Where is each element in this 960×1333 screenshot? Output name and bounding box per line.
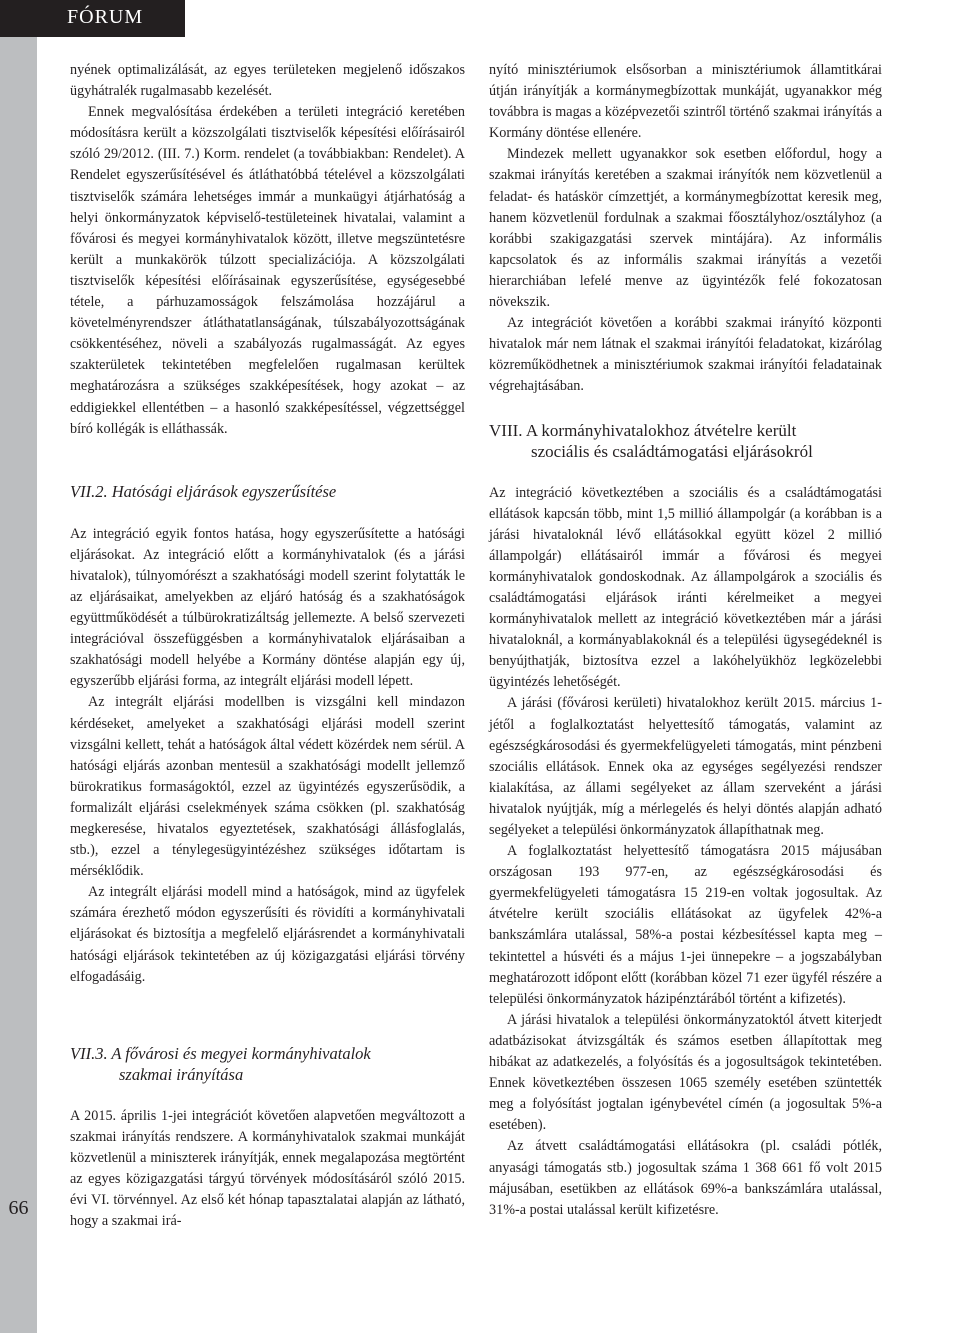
paragraph: Az integrált eljárási modellben is vizsgálni kell mindazon kérdéseket, amelyeket a szakhatósági eljárási modell szerint vizsgálni kellett, tehát a hatóságok által védett közérdek nem sérül. A hatósági eljárás azonban mentesül a szakhatósági modellt jellemző bürokratikus formaságoktól, ezzel az ügyintézés egyszerűsödik, a formalizált eljárási cselekmények száma csökken (pl. szakhatóság megkeresése, hivatalos egyeztetések, szakhatósági állásfoglalás, stb.), ezzel a ténylegesügyintézéshez szükséges időtartam is mérséklődik. — [70, 694, 465, 880]
paragraph: Az integráció egyik fontos hatása, hogy egyszerűsítette a hatósági eljárásokat. Az integráció előtt a kormányhivatalok (és a járási hivatalok), túlnyomórészt a szakhatósági modell szerint folytatták le az eljárásaikat, amelyekben az eljáró hatóság és a szakhatóságok együttműködését a túlbürokratizáltság jellemezte. A belső szervezeti integrációval összefüggésben a kormányhivatalok eljárásaiban a szakhatósági modell helyébe a Kormány döntése alapján egy új, egyszerűbb eljárási forma, az integrált eljárási modell lépett. — [70, 525, 465, 690]
spacer — [70, 1085, 465, 1106]
spacer — [489, 462, 882, 483]
paragraph: nyének optimalizálását, az egyes területeken megjelenő időszakos ügyhátralék rugalmasabb kezelését. — [70, 62, 465, 100]
paragraph: Az integrált eljárási modell mind a hatóságok, mind az ügyfelek számára érezhető módon egyszerűsíti és rövidíti a kormányhivatali eljárásokat és biztosítja a megfelelő eljárásrendet a kormányhivatali hatósági eljárások tekintetében az új közigazgatási eljárási törvény elfogadásáig. — [70, 884, 465, 985]
section-heading-vii-3 — [70, 1043, 465, 1085]
heading-line: szociális és családtámogatási eljárásokról — [531, 441, 813, 461]
spacer — [489, 398, 882, 420]
section-header-bar — [0, 0, 185, 37]
heading-line: szakmai irányítása — [119, 1064, 244, 1084]
paragraph: A foglalkoztatást helyettesítő támogatásra 2015 májusában országosan 193 977-en, az egészségkárosodási és gyermekfelügyeleti támogatásra 15 219-en voltak jogosultak. Az átvételre került szociális ellátásokat az ügyfelek 42%-a bankszámlára utalással, 58%-a postai kézbesítéssel kapta meg – tekintettel a húsvéti és a május 1-jei ünnepekre – a jogszabályban meghatározott időpont előtt (korábban közel 71 ezer ügyfél részére a települési önkormányzatok házipénztárából történt a kifizetés). — [489, 843, 882, 1007]
paragraph: A járási (fővárosi kerületi) hivatalokhoz került 2015. március 1-jétől a foglalkoztatást helyettesítő támogatás, valamint az egészségkárosodási és gyermekfelügyeleti támogatás, mint pénzbeni szociális ellátások. Ennek oka az egységes segélyezési rendszer kialakítása, az állami segélyeket az állam szerveként a járási hivatalok nyújtják, míg a mérlegelés és helyi döntés alapján adható segélyeket a települési önkormányzatok állapíthatnak meg. — [489, 695, 882, 838]
heading-line: VII.3. A fővárosi és megyei kormányhivatalok — [70, 1043, 371, 1063]
spacer — [70, 988, 465, 1043]
left-column — [70, 60, 465, 1320]
heading-line: VIII. A kormányhivatalokhoz átvételre került — [489, 420, 797, 440]
page-number: 66 — [8, 1197, 29, 1219]
paragraph: Az átvett családtámogatási ellátásokra (pl. családi pótlék, anyasági támogatás stb.) jogosultak száma 1 368 661 fő volt 2015 májusában, esetükben az ellátások 69%-a bankszámlára utalással, 31%-a postai utalással került kifizetésre. — [489, 1138, 882, 1218]
paragraph: Az integráció következtében a szociális és a családtámogatási ellátások kapcsán több, mint 1,5 millió állampolgár (a korábban is a járási hivataloknál lévő ellátásokkal együtt közel 2 millió állampolgár) ellátásairól immár a fővárosi és megyei kormányhivatalok gondoskodnak. Az állampolgárok a szociális és családtámogatási eljárások iránti kérelmeiket a megyei kormányhivatalok mellett az integráció következtében már a járási hivataloknál, a kormányablakoknál és a települési ügysegédeknél is benyújthatják, biztosítva ezzel a lakóhelyükhöz legközelebbi ügyintézés lehetőségét. — [489, 484, 882, 691]
section-heading-viii — [489, 420, 882, 462]
section-label: FÓRUM — [67, 6, 144, 28]
paragraph: nyító minisztériumok elsősorban a minisztériumok államtitkárai útján irányítják a kormánymegbízottak munkáját, ugyanakkor még továbbra is magas a középvezetői szintről történő szakmai irányítás a Kormány döntése ellenére. — [489, 62, 882, 142]
section-heading-vii-2: VII.2. Hatósági eljárások egyszerűsítése — [70, 481, 337, 501]
spacer — [70, 502, 465, 524]
paragraph: Ennek megvalósítása érdekében a területi integráció keretében módosításra került a közszolgálati tisztviselők képesítési előírásairól szóló 29/2012. (III. 7.) Korm. rendelet (a továbbiakban: Rendelet). A Rendelet egyszerűsítésével és átláthatóbbá tételével a közszolgálati tisztviselők számára lehetséges immár a munkaügyi átjárhatóság a helyi önkormányzatok képviselő-testületeinek hivatalai, valamint a fővárosi és megyei kormányhivatalok között, illetve megszüntetésre került a munkakörök túlzott specializációja. A közszolgálati tisztviselők képesítési előírásainak egyszerűsítése, egységesebbé tétele, a párhuzamosságok felszámolása hozzájárul a követelményrendszer átláthatatlanságának, túlszabályozottságának csökkentéséhez, növeli a szabályozás rugalmasságát. Az egyes szakterületek tekintetében megfelelően rugalmasan kerültek meghatározásra a szükséges szakképesítések, hogy azokat – az eddigiekkel ellentétben – a hasonló szakképesítéssel, végzettséggel bíró kollégák is elláthassák. — [70, 104, 465, 437]
paragraph: Mindezek mellett ugyanakkor sok esetben előfordul, hogy a szakmai irányítás keretében a szakmai irányítók nem közvetlenül a feladat- és hatáskör címzettjét, a kormánymegbízottat keresik meg, hanem közvetlenül fordulnak a szakmai főosztályhoz/osztályhoz (a korábbi szakigazgatási szervek mintájára). Az informális kapcsolatok és az informális szakmai irányítás a vezetői hierarchiában lefelé menve az ügyintézők felé fokozatosan növekszik. — [489, 146, 882, 311]
side-margin-strip — [0, 37, 37, 1333]
paragraph: A járási hivatalok a települési önkormányzatoktól átvett kiterjedt adatbázisokat átvizsgálták és számos esetben állapítottak meg hibákat az adatkezelés, a folyósítás és a jogosultságok tekintetében. Ennek következtében összesen 1065 személy esetében szüntették meg a folyósítást jogtalan igénybevétel címén (a jogosultak 5%-a esetében). — [489, 1011, 882, 1134]
spacer — [70, 440, 465, 481]
paragraph: Az integrációt követően a korábbi szakmai irányító központi hivatalok már nem látnak el szakmai irányítói feladatokat, kizárólag közreműködhetnek a minisztériumok szakmai irányítói feladatainak végrehajtásában. — [489, 315, 882, 395]
right-column — [489, 60, 882, 1320]
paragraph: A 2015. április 1-jei integrációt követően alapvetően megváltozott a szakmai irányítás rendszere. A kormányhivatalok szakmai munkáját közvetlenül a miniszterek irányítják, ennek megalapozása megtörtént az egyes közigazgatási tárgyú törvények módosításáról szóló 2015. évi VI. törvénnyel. Az első két hónap tapasztalatai alapján az látható, hogy a szakmai irá- — [70, 1107, 465, 1230]
